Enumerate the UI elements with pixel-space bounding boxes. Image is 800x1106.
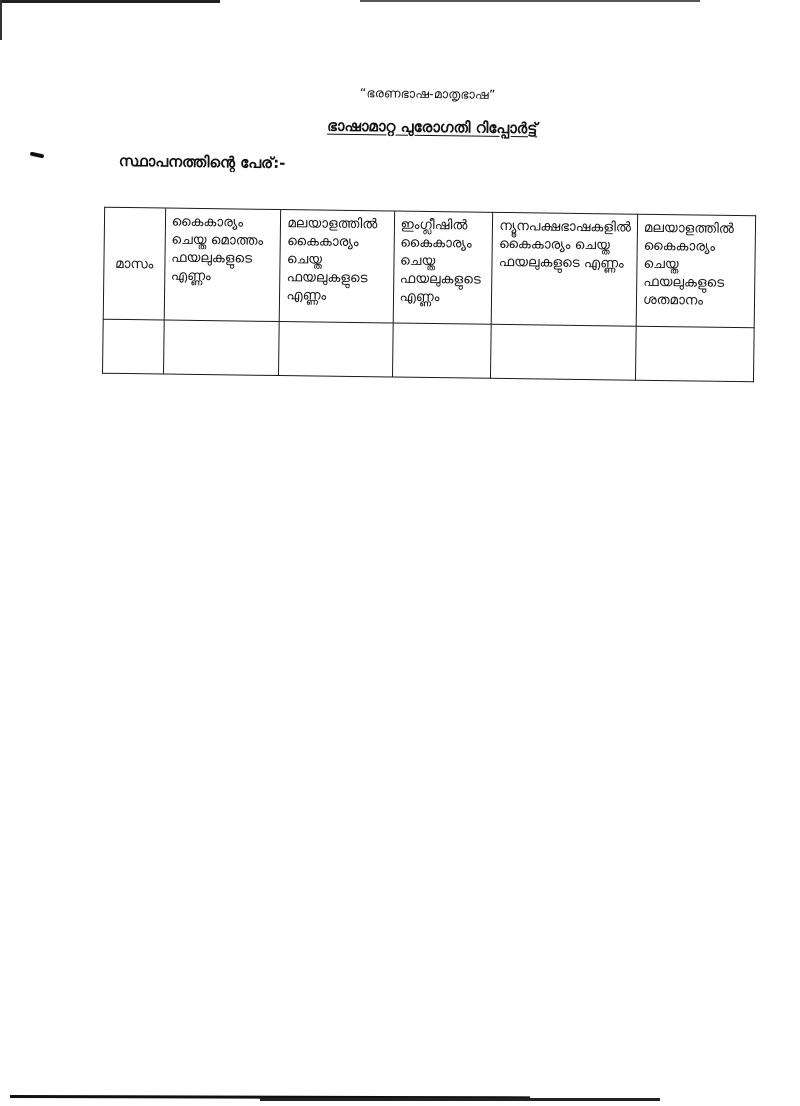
header-month: മാസം (103, 207, 165, 320)
institution-value (291, 168, 411, 170)
header-english-files: ഇംഗ്ലീഷിൽ കൈകാര്യം ചെയ്ത ഫയലുകളുടെ എണ്ണം (393, 211, 493, 324)
header-minority-language-files: ന്യൂനപക്ഷഭാഷകളിൽ കൈകാര്യം ചെയ്ത ഫയലുകളുടെ എണ്ണം (491, 212, 637, 326)
cell-month (103, 319, 164, 374)
institution-name-field (119, 152, 411, 174)
header-total-files: കൈകാര്യം ചെയ്ത മൊത്തം ഫയലുകളുടെ എണ്ണം (164, 208, 281, 322)
table-header-row (103, 207, 755, 328)
page-title: ഭാഷാമാറ്റ പുരോഗതി റിപ്പോർട്ട് (327, 116, 538, 138)
cell-malayalam-files (279, 322, 393, 377)
motto: “ഭരണഭാഷ-മാതൃഭാഷ” (359, 85, 496, 102)
scan-edge-left (0, 0, 2, 40)
cell-total-files (163, 320, 279, 376)
header-malayalam-percentage: മലയാളത്തിൽ കൈകാര്യം ചെയ്ത ഫയലുകളുടെ ശതമാനം (636, 214, 755, 328)
header-malayalam-files: മലയാളത്തിൽ കൈകാര്യം ചെയ്ത ഫയലുകളുടെ എണ്ണം (280, 210, 395, 323)
cell-minority-language-files (491, 324, 636, 380)
table-row (103, 319, 755, 382)
cell-malayalam-percentage (635, 326, 754, 382)
progress-report-table (102, 207, 756, 383)
cell-english-files (392, 323, 491, 378)
institution-label: സ്ഥാപനത്തിന്റെ പേര്:- (118, 151, 286, 173)
